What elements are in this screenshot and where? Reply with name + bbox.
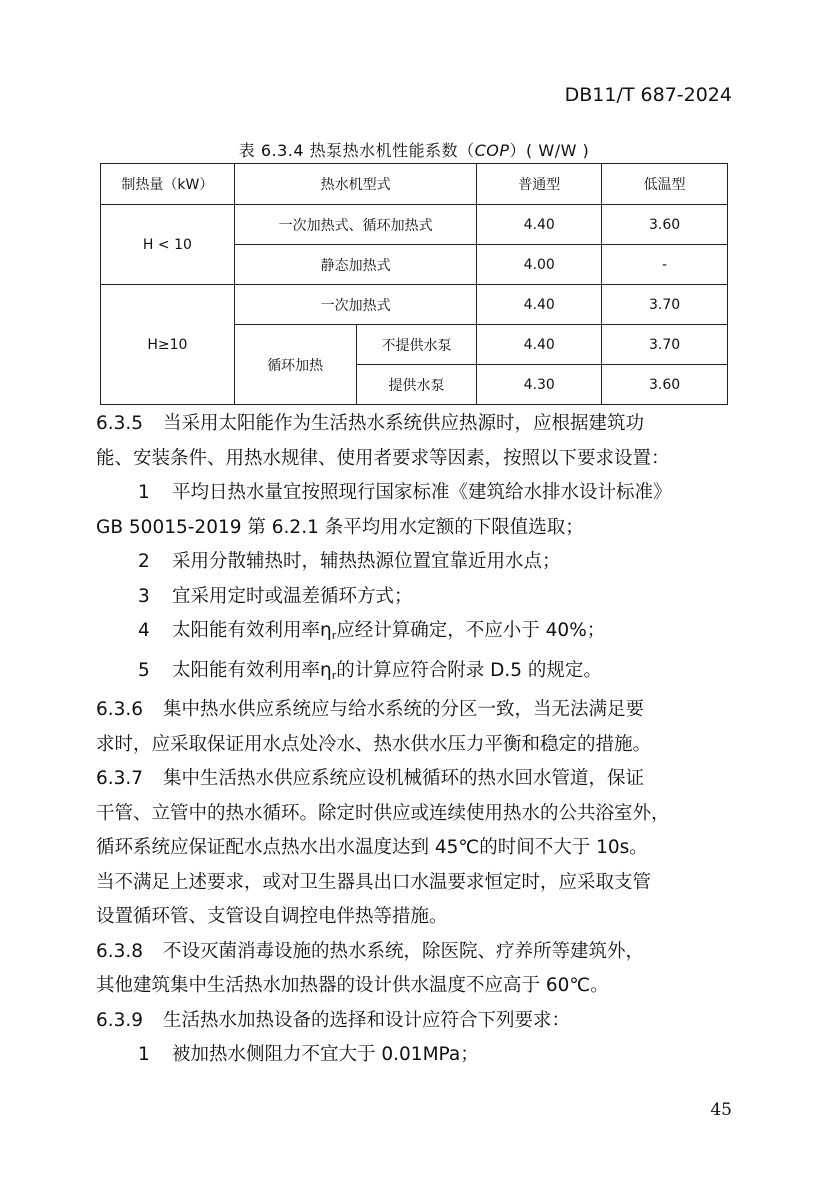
normal-value: 4.40 bbox=[477, 285, 602, 325]
list-item: 1 平均日热水量宜按照现行国家标准《建筑给水排水设计标准》 bbox=[138, 482, 672, 503]
header-type: 热水机型式 bbox=[234, 164, 477, 205]
table-row bbox=[101, 285, 728, 325]
normal-value: 4.40 bbox=[477, 325, 602, 365]
type-cell: 一次加热式 bbox=[234, 285, 477, 325]
clause-number: 6.3.6 bbox=[96, 699, 144, 720]
clause-number: 6.3.5 bbox=[96, 413, 144, 434]
header-low: 低温型 bbox=[602, 164, 728, 205]
text-line: 其他建筑集中生活热水加热器的设计供水温度不应高于 60℃。 bbox=[96, 975, 609, 996]
page-number: 45 bbox=[710, 1100, 732, 1120]
clause-6-3-8: 6.3.8 不设灭菌消毒设施的热水系统，除医院、疗养所等建筑外， bbox=[96, 935, 736, 970]
subtype-cell: 提供水泵 bbox=[356, 365, 477, 405]
normal-value: 4.40 bbox=[477, 205, 602, 245]
low-value: - bbox=[602, 245, 728, 285]
clause-6-3-7: 6.3.7 集中生活热水供应系统应设机械循环的热水回水管道，保证 bbox=[96, 762, 736, 797]
text-line: 设置循环管、支管设自调控电伴热等措施。 bbox=[96, 906, 448, 927]
clause-number: 6.3.7 bbox=[96, 768, 144, 789]
text-line: 干管、立管中的热水循环。除定时供应或连续使用热水的公共浴室外， bbox=[96, 802, 670, 824]
header-normal: 普通型 bbox=[477, 164, 602, 205]
list-item: 3 宜采用定时或温差循环方式； bbox=[138, 585, 413, 607]
clause-6-3-9: 6.3.9 生活热水加热设备的选择和设计应符合下列要求： bbox=[96, 1004, 736, 1039]
capacity-cell: H < 10 bbox=[101, 205, 235, 285]
list-item: 2 采用分散辅热时，辅热热源位置宜靠近用水点； bbox=[138, 551, 561, 572]
header-capacity: 制热量（kW） bbox=[101, 164, 235, 205]
table-header-row bbox=[101, 164, 728, 205]
document-code: DB11/T 687-2024 bbox=[564, 84, 732, 106]
normal-value: 4.00 bbox=[477, 245, 602, 285]
cop-table bbox=[100, 163, 728, 405]
low-value: 3.70 bbox=[602, 285, 728, 325]
clause-6-3-6: 6.3.6 集中热水供应系统应与给水系统的分区一致，当无法满足要 bbox=[96, 693, 736, 728]
text-line: 求时，应采取保证用水点处冷水、热水供水压力平衡和稳定的措施。 bbox=[96, 733, 652, 755]
clause-6-3-5: 6.3.5 当采用太阳能作为生活热水系统供应热源时，应根据建筑功 bbox=[96, 407, 736, 442]
list-item: 4 太阳能有效利用率$\eta_r$应经计算确定，不应小于 40%； bbox=[138, 620, 606, 642]
table-row bbox=[101, 205, 728, 245]
low-value: 3.60 bbox=[602, 365, 728, 405]
normal-value: 4.30 bbox=[477, 365, 602, 405]
list-item: 1 被加热水侧阻力不宜大于 0.01MPa； bbox=[138, 1044, 479, 1065]
cycle-heating-cell: 循环加热 bbox=[234, 325, 356, 405]
clause-number: 6.3.8 bbox=[96, 940, 144, 962]
text-line: 能、安装条件、用热水规律、使用者要求等因素，按照以下要求设置： bbox=[96, 447, 670, 469]
cop-abbr: COP bbox=[474, 141, 510, 160]
subscript: r bbox=[331, 629, 337, 642]
capacity-cell: H≥10 bbox=[101, 285, 235, 405]
body-text bbox=[96, 407, 736, 1073]
low-value: 3.60 bbox=[602, 205, 728, 245]
low-value: 3.70 bbox=[602, 325, 728, 365]
table-caption: 表 6.3.4 热泵热水机性能系数（COP）( W/W ) bbox=[238, 141, 590, 160]
clause-number: 6.3.9 bbox=[96, 1009, 144, 1031]
text-line: GB 50015-2019 第 6.2.1 条平均用水定额的下限值选取； bbox=[96, 516, 584, 538]
list-item: 5 太阳能有效利用率$\eta_r$的计算应符合附录 D.5 的规定。 bbox=[138, 659, 602, 682]
subtype-cell: 不提供水泵 bbox=[356, 325, 477, 365]
subscript: r bbox=[331, 668, 337, 682]
type-cell: 一次加热式、循环加热式 bbox=[234, 205, 477, 245]
text-line: 当不满足上述要求，或对卫生器具出口水温要求恒定时，应采取支管 bbox=[96, 871, 652, 893]
type-cell: 静态加热式 bbox=[234, 245, 477, 285]
text-line: 循环系统应保证配水点热水出水温度达到 45℃的时间不大于 10s。 bbox=[96, 837, 648, 858]
